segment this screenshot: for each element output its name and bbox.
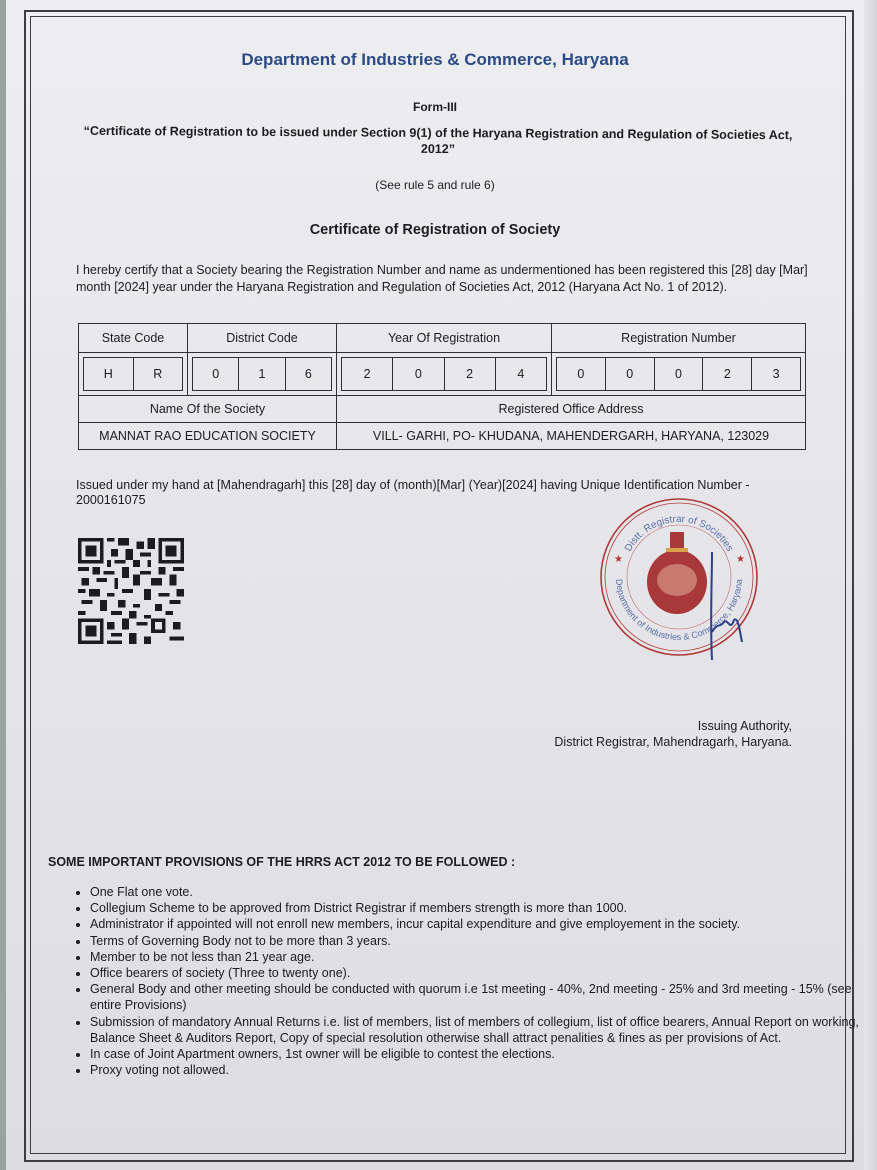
rule-reference: (See rule 5 and rule 6)	[375, 178, 495, 192]
provision-item: • Member to be not less than 21 year age.	[90, 949, 860, 965]
qr-code-icon	[76, 538, 186, 644]
state-code-char: H	[84, 358, 134, 390]
office-address: VILL- GARHI, PO- KHUDANA, MAHENDERGARH, HARYANA, 123029	[337, 423, 806, 450]
provision-item: • Collegium Scheme to be approved from District Registrar if members strength is more than 1000.	[90, 900, 860, 916]
provision-item: • One Flat one vote.	[90, 884, 860, 900]
registration-digit: 2	[703, 358, 752, 390]
registration-digit: 0	[655, 358, 704, 390]
code-boxes-row	[79, 353, 806, 396]
year-digit: 4	[517, 367, 525, 381]
certificate-title: Certificate of Registration of Society	[309, 222, 561, 238]
district-code-header: District Code	[188, 324, 337, 353]
table-header-row	[79, 324, 806, 353]
state-code-boxes	[83, 357, 183, 391]
year-digit: 2	[445, 358, 496, 390]
provision-item: • In case of Joint Apartment owners, 1st owner will be eligible to contest the elections.	[90, 1046, 860, 1062]
certificate-page	[6, 0, 864, 1170]
district-code-digit: 6	[304, 367, 312, 381]
year-digit: 0	[393, 358, 444, 390]
district-code-digit: 1	[239, 358, 285, 390]
seal-bottom-text: Department of Industries & Commerce, Haryana	[613, 578, 745, 643]
paper-edge	[864, 0, 877, 1170]
provisions-list	[60, 884, 860, 1078]
provision-item: • Office bearers of society (Three to twenty one).	[90, 965, 860, 981]
svg-text:★: ★	[614, 554, 623, 565]
state-code-header: State Code	[79, 324, 188, 353]
registration-digit: 0	[557, 358, 606, 390]
registration-digit: 3	[772, 367, 780, 381]
year-digit: 2	[342, 358, 393, 390]
registration-number-boxes	[556, 357, 801, 391]
authority-line-2: District Registrar, Mahendragarh, Haryana.	[554, 735, 792, 749]
provision-item: • General Body and other meeting should be conducted with quorum i.e 1st meeting - 40%, 2nd meeting - 25% and 3rd meeting - 15% (see entire Provisions)	[90, 981, 860, 1013]
issued-text: Issued under my hand at [Mahendragarh] this [28] day of (month)[Mar] (Year)[2024] having Unique Identification Number - 2000161075	[76, 478, 750, 507]
district-code-cell	[188, 353, 337, 396]
name-value-row	[79, 423, 806, 450]
issuing-authority	[506, 718, 792, 750]
registration-digit: 0	[606, 358, 655, 390]
year-boxes	[341, 357, 547, 391]
name-header-row	[79, 396, 806, 423]
office-address-header: Registered Office Address	[337, 396, 806, 423]
official-seal-icon	[594, 492, 764, 662]
provision-item: • Proxy voting not allowed.	[90, 1062, 860, 1078]
district-code-boxes	[192, 357, 332, 391]
district-code-digit: 0	[193, 358, 239, 390]
authority-line-1: Issuing Authority,	[697, 719, 792, 733]
registration-table	[78, 323, 806, 450]
provision-item: • Administrator if appointed will not enroll new members, incur capital expenditure and give employement in the society.	[90, 916, 860, 932]
provision-item: • Terms of Governing Body not to be more than 3 years.	[90, 933, 860, 949]
registration-number-cell	[552, 353, 806, 396]
seal-top-text: Distt. Registrar of Societies	[623, 513, 736, 554]
department-title: Department of Industries & Commerce, Haryana	[241, 50, 629, 69]
society-name: MANNAT RAO EDUCATION SOCIETY	[79, 423, 337, 450]
provision-item: • Submission of mandatory Annual Returns i.e. list of members, list of members of collegium, list of office bearers, Annual Report on working, Balance Sheet & Auditors Report, Copy of special resolution otherwise shall attract penalities & fines as per provisions of Act.	[90, 1014, 860, 1046]
form-number: Form-III	[413, 100, 457, 114]
society-name-header: Name Of the Society	[79, 396, 337, 423]
certification-text: I hereby certify that a Society bearing the Registration Number and name as undermentioned has been registered this [28] day [Mar] month [2024] year under the Haryana Registration and Regulation of Societies Act, 2012 (Haryana Act No. 1 of 2012).	[76, 263, 808, 294]
year-header: Year Of Registration	[337, 324, 552, 353]
state-code-cell	[79, 353, 188, 396]
svg-text:★: ★	[736, 554, 745, 565]
provisions-title: SOME IMPORTANT PROVISIONS OF THE HRRS ACT 2012 TO BE FOLLOWED :	[48, 855, 516, 869]
form-subtitle: “Certificate of Registration to be issued under Section 9(1) of the Haryana Registration and Regulation of Societies Act, 2012”	[83, 123, 793, 157]
registration-number-header: Registration Number	[552, 324, 806, 353]
year-cell	[337, 353, 552, 396]
state-code-char: R	[153, 367, 163, 381]
